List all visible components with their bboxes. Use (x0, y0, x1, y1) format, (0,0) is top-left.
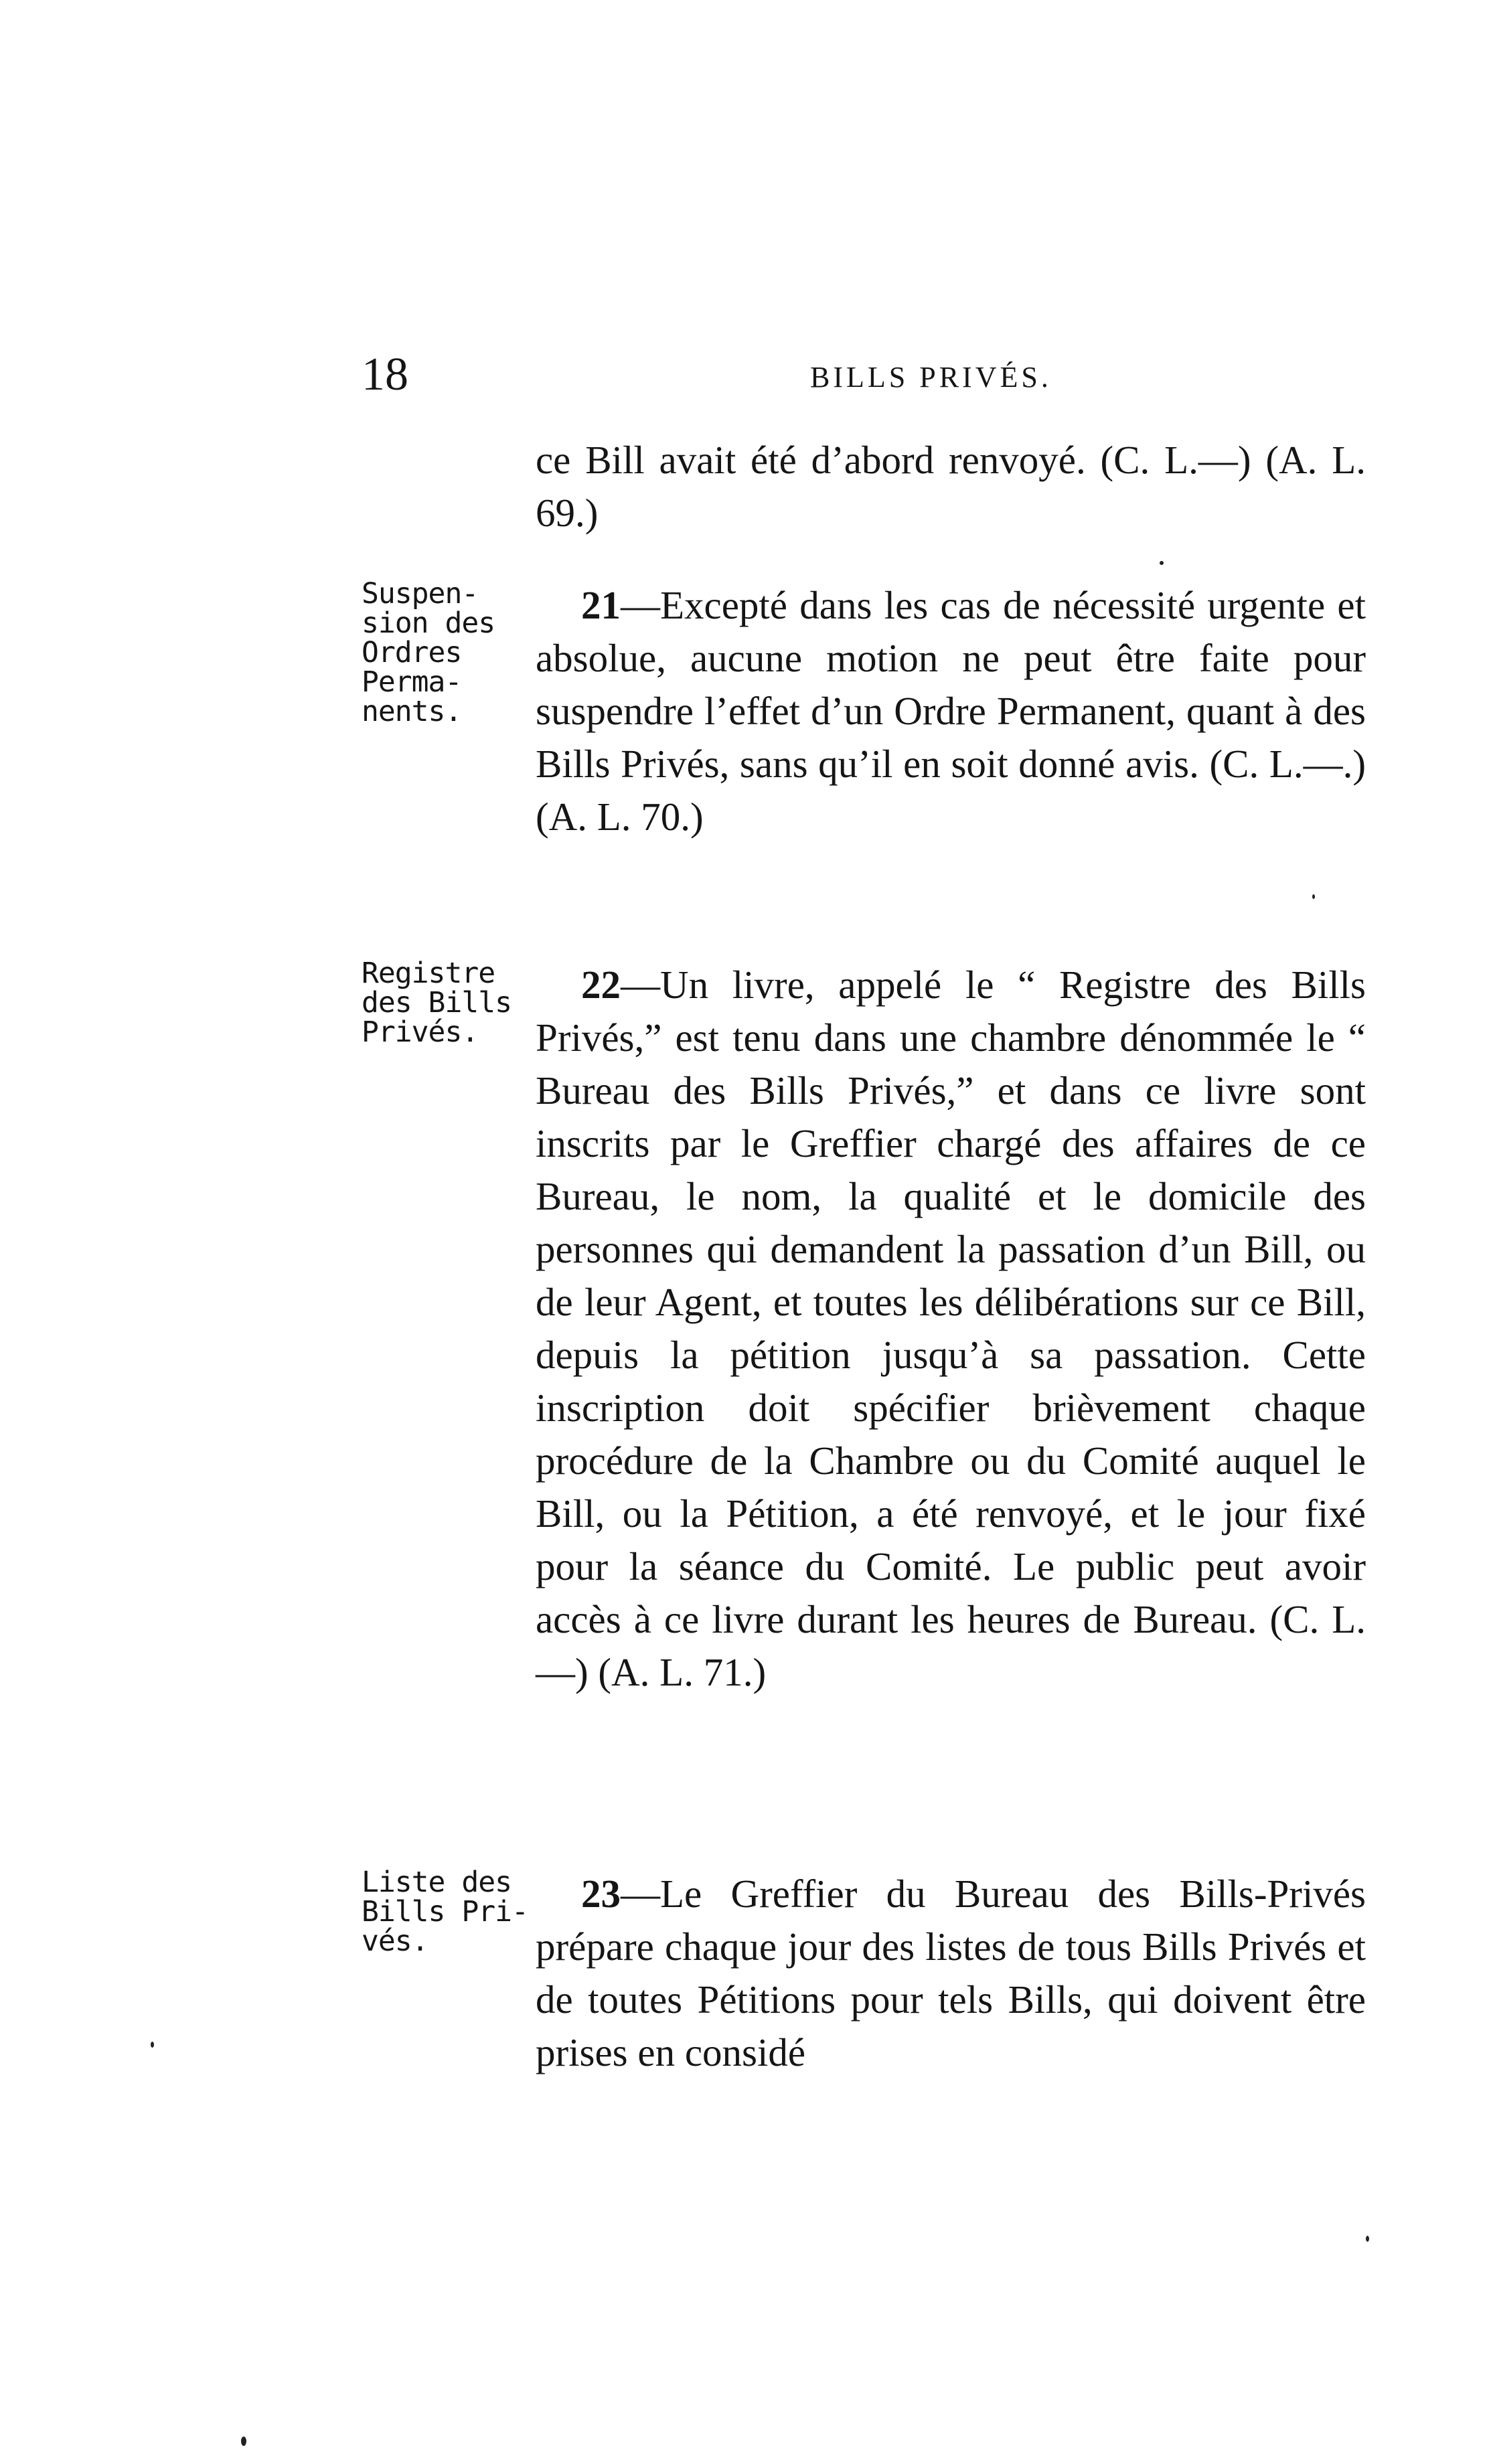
print-speck (241, 2437, 246, 2446)
section-21-paragraph (536, 579, 1366, 843)
margin-note-line: sion des (362, 606, 495, 640)
margin-note-line: Privés. (362, 1015, 479, 1049)
print-speck (1366, 2236, 1369, 2242)
section-text: —Excepté dans les cas de nécessité urgente et absolue, aucune motion ne peut être faite pour suspendre l’effet d’un Ordre Permanent, quant à des Bills Privés, sans qu’il en soit donné avis. (C. L.—.) (A. L. 70.) (536, 583, 1366, 839)
print-speck (1160, 561, 1164, 565)
section-22-paragraph (536, 959, 1366, 1699)
margin-note-line: Liste des (362, 1866, 512, 1899)
continuation-paragraph (536, 434, 1366, 540)
section-text: —Un livre, appelé le “ Registre des Bills Privés,” est tenu dans une chambre dénommée le “ Bureau des Bills Privés,” et dans ce livre sont inscrits par le Greffier chargé des affaires de ce Bureau, le nom, la qualité et le domicile des personnes qui demandent la passation d’un Bill, ou de leur Agent, et toutes les délibérations sur ce Bill, depuis la pétition jusqu’à sa passation. Cette inscription doit spécifier brièvement chaque procédure de la Chambre ou du Comité auquel le Bill, ou la Pétition, a été renvoyé, et le jour fixé pour la séance du Comité. Le public peut avoir accès à ce livre durant les heures de Bureau. (C. L.—) (A. L. 71.) (536, 963, 1366, 1694)
margin-note-line: Registre (362, 957, 495, 990)
page-number: 18 (362, 349, 408, 400)
section-23-paragraph (536, 1868, 1366, 2079)
margin-note-line: Suspen- (362, 577, 479, 610)
margin-note-line: nents. (362, 695, 462, 728)
margin-note-section-23 (362, 1866, 528, 1958)
continuation-text: ce Bill avait été d’abord renvoyé. (C. L.—) (A. L. 69.) (536, 438, 1366, 535)
running-title: BILLS PRIVÉS. (810, 361, 1052, 394)
margin-note-line: vés. (362, 1924, 428, 1958)
margin-note-line: Bills Pri- (362, 1895, 528, 1928)
section-number: 22 (581, 963, 621, 1007)
margin-note-line: Ordres (362, 636, 462, 669)
margin-note-section-22 (362, 959, 519, 1047)
margin-note-line: des Bills (362, 986, 512, 1019)
running-head (362, 348, 1386, 402)
section-number: 23 (581, 1872, 621, 1916)
print-speck (1312, 894, 1315, 899)
section-number: 21 (581, 583, 621, 627)
margin-note-section-21 (362, 579, 519, 726)
section-text: —Le Greffier du Bureau des Bills-Privés prépare chaque jour des listes de tous Bills Privés et de toutes Pétitions pour tels Bills, qui doivent être prises en considé (536, 1872, 1366, 2074)
margin-note-line: Perma- (362, 665, 462, 699)
print-speck (151, 2042, 154, 2048)
